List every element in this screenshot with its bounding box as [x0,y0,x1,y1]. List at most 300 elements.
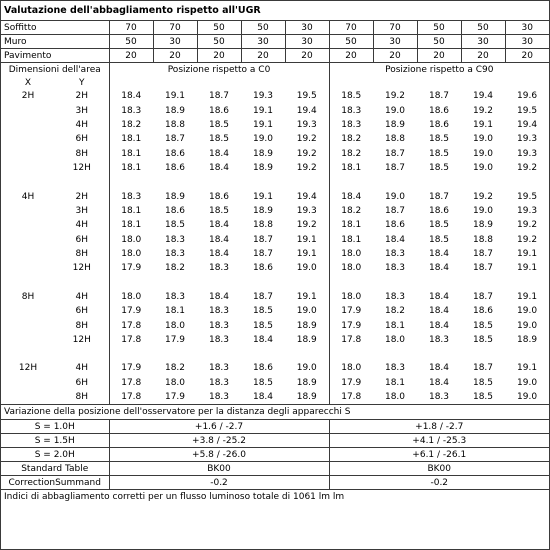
ugr-c90-value: 19.2 [517,220,538,231]
ugr-c0-value: 18.5 [252,306,274,317]
ugr-c90-value: 19.0 [472,163,494,174]
ugr-c90-value: 18.4 [428,363,450,374]
room-y-label: 12H [55,161,109,175]
ugr-c0-value: 17.9 [121,306,142,317]
ugr-c90-value: 18.1 [384,377,406,388]
room-y-label: 3H [55,204,109,218]
ugr-c90-value: 18.2 [384,306,406,317]
variation-row [1,434,549,448]
ugr-c0-value: 18.1 [121,205,142,216]
ugr-c0-value: 18.6 [164,163,186,174]
surface-value: 30 [461,35,505,49]
room-x-label [1,376,55,390]
ugr-c90-value: 18.9 [517,335,538,346]
variation-row [1,420,549,434]
y-axis-label: Y [55,76,109,89]
ugr-c90-value: 18.7 [472,249,494,260]
surface-label: Pavimento [1,49,109,63]
room-x-label [1,161,55,175]
surface-value: 50 [241,21,285,35]
ugr-c0-value: 18.5 [252,320,274,331]
ugr-c90-value: 19.0 [384,105,406,116]
ugr-c0-value: 19.4 [285,103,329,117]
variation-title: Variazione della posizione dell'osservatore per la distanza degli apparecchi S [1,405,549,420]
ugr-c0-value: 19.4 [285,189,329,203]
ugr-c0-value: 18.5 [164,220,186,231]
ugr-c90-value: 17.8 [341,335,362,346]
ugr-c90-value: 19.3 [517,134,538,145]
ugr-c90-value: 19.0 [517,320,538,331]
surface-row [1,49,549,63]
ugr-c90-value: 18.2 [341,134,362,145]
ugr-c90-value: 18.8 [384,134,406,145]
ugr-c0-value: 18.5 [208,205,230,216]
room-y-label: 8H [55,147,109,161]
ugr-c0-value: 19.1 [164,91,186,102]
ugr-c0-value: 19.0 [285,361,329,375]
ugr-c0-value: 19.2 [285,161,329,175]
ugr-c90-value: 18.4 [428,377,450,388]
ugr-c0-value: 18.0 [164,377,186,388]
room-x-label [1,103,55,117]
ugr-c90-value: 18.6 [472,306,494,317]
surface-value: 50 [461,21,505,35]
room-y-label: 4H [55,218,109,232]
ugr-c0-value: 19.3 [285,204,329,218]
ugr-c90-value: 18.3 [384,363,406,374]
ugr-c90-value: 18.3 [384,263,406,274]
ugr-c90-value: 19.0 [472,134,494,145]
ugr-c0-value: 18.6 [252,363,274,374]
ugr-c90-value: 18.9 [472,220,494,231]
ugr-c90-value: 19.5 [517,105,538,116]
room-x-label: 8H [21,291,35,302]
room-y-label: 6H [55,304,109,318]
room-x-label [1,247,55,261]
ugr-c90-value: 18.0 [341,291,362,302]
ugr-c90-value: 18.2 [341,205,362,216]
ugr-c90-value: 18.7 [384,163,406,174]
surface-label: Soffitto [1,21,109,35]
room-x-label [1,132,55,146]
ugr-c90-value: 19.2 [517,163,538,174]
ugr-c90-value: 19.4 [472,91,494,102]
ugr-c0-value: 18.3 [208,263,230,274]
surface-value: 70 [329,21,373,35]
ugr-c0-value: 19.0 [285,304,329,318]
ugr-row [1,247,549,261]
standard-table-row [1,462,549,476]
surface-value: 30 [241,35,285,49]
ugr-c0-value: 18.7 [252,234,274,245]
ugr-c0-value: 18.7 [164,134,186,145]
room-y-label: 2H [55,89,109,103]
surface-value: 70 [109,21,153,35]
variation-label: Standard Table [1,462,109,476]
ugr-row [1,261,549,275]
variation-c0-value: -0.2 [109,476,329,490]
ugr-c0-value: 18.4 [208,148,230,159]
ugr-c0-value: 18.9 [164,191,186,202]
surface-value: 20 [505,49,549,63]
surface-value: 20 [373,49,417,63]
ugr-row [1,189,549,203]
ugr-c0-value: 18.6 [252,263,274,274]
room-y-label: 12H [55,333,109,347]
ugr-c0-value: 17.9 [121,363,142,374]
room-x-label [1,390,55,404]
ugr-c90-value: 19.0 [472,205,494,216]
surface-value: 20 [241,49,285,63]
surface-value: 20 [285,49,329,63]
ugr-row [1,89,549,103]
surface-value: 30 [285,21,329,35]
ugr-c0-value: 18.2 [121,119,142,130]
ugr-row [1,333,549,347]
room-x-label [1,261,55,275]
ugr-c90-value: 18.5 [428,234,450,245]
ugr-c90-value: 19.3 [517,148,538,159]
ugr-c0-value: 18.4 [208,234,230,245]
ugr-c90-value: 19.1 [517,263,538,274]
room-y-label: 4H [55,290,109,304]
ugr-c90-value: 17.8 [341,392,362,403]
room-y-label: 4H [55,118,109,132]
ugr-c90-value: 18.1 [341,220,362,231]
room-y-label: 8H [55,390,109,404]
ugr-c90-value: 19.0 [517,392,538,403]
ugr-c90-value: 18.5 [472,377,494,388]
ugr-c0-value: 18.3 [208,320,230,331]
ugr-c90-value: 18.5 [472,335,494,346]
surface-value: 70 [373,21,417,35]
ugr-c90-value: 19.5 [517,191,538,202]
ugr-c0-value: 19.1 [285,233,329,247]
ugr-c90-value: 17.9 [341,306,362,317]
footnote: Indici di abbagliamento corretti per un flusso luminoso totale di 1061 lm lm [4,492,345,503]
ugr-row [1,161,549,175]
ugr-row [1,204,549,218]
ugr-c90-value: 18.5 [472,392,494,403]
ugr-c90-value: 19.1 [472,119,494,130]
surface-value: 30 [373,35,417,49]
ugr-c90-value: 18.1 [341,163,362,174]
document-title: Valutazione dell'abbagliamento rispetto all'UGR [1,1,549,21]
ugr-c90-value: 18.0 [384,335,406,346]
variation-table [1,404,549,490]
surface-value: 30 [285,35,329,49]
ugr-c90-value: 17.9 [341,377,362,388]
ugr-c90-value: 18.9 [384,119,406,130]
room-x-label [1,333,55,347]
ugr-c0-value: 18.4 [208,163,230,174]
ugr-c90-value: 18.4 [428,263,450,274]
variation-c0-value: +5.8 / -26.0 [109,448,329,462]
variation-c0-value: BK00 [109,462,329,476]
ugr-c90-value: 19.2 [472,105,494,116]
ugr-c90-value: 18.0 [384,392,406,403]
ugr-c90-value: 18.5 [428,148,450,159]
ugr-c0-value: 18.3 [208,306,230,317]
ugr-c90-value: 18.0 [341,363,362,374]
ugr-c0-value: 18.1 [164,306,186,317]
surface-value: 20 [461,49,505,63]
ugr-c0-value: 19.0 [252,134,274,145]
variation-c0-value: +1.6 / -2.7 [109,420,329,434]
ugr-c90-value: 18.3 [428,335,450,346]
ugr-c0-value: 18.4 [208,220,230,231]
ugr-c0-value: 18.4 [252,335,274,346]
room-x-label: 12H [18,363,38,374]
ugr-c0-value: 18.4 [208,291,230,302]
x-axis-label: X [24,77,32,88]
correction-row [1,476,549,490]
surface-value: 50 [417,21,461,35]
room-y-label: 6H [55,376,109,390]
variation-c90-value: BK00 [329,462,549,476]
ugr-c90-value: 18.4 [428,320,450,331]
ugr-row [1,318,549,332]
room-x-label: 4H [21,191,35,202]
ugr-c90-value: 18.5 [428,220,450,231]
ugr-c90-value: 18.5 [428,163,450,174]
surface-value: 20 [329,49,373,63]
ugr-c90-value: 19.2 [472,191,494,202]
ugr-c0-value: 17.9 [121,263,142,274]
ugr-c0-value: 18.6 [164,148,186,159]
surface-value: 30 [505,35,549,49]
ugr-c90-value: 18.1 [341,234,362,245]
variation-row [1,448,549,462]
ugr-c0-value: 18.9 [285,318,329,332]
ugr-c0-value: 19.1 [285,290,329,304]
ugr-c90-value: 18.4 [384,234,406,245]
surface-value: 30 [505,21,549,35]
ugr-c0-value: 18.0 [121,249,142,260]
ugr-c90-value: 18.3 [428,392,450,403]
ugr-c0-value: 19.2 [285,147,329,161]
room-y-label: 4H [55,361,109,375]
surface-value: 50 [417,35,461,49]
ugr-c0-value: 17.8 [121,335,142,346]
ugr-c0-value: 17.9 [164,392,186,403]
surface-value: 50 [329,35,373,49]
ugr-c0-value: 18.9 [285,376,329,390]
ugr-c0-value: 17.9 [164,335,186,346]
ugr-c0-value: 18.9 [164,105,186,116]
variation-label: S = 2.0H [1,448,109,462]
variation-c90-value: +1.8 / -2.7 [329,420,549,434]
ugr-c90-value: 18.3 [384,291,406,302]
ugr-c0-value: 18.5 [208,119,230,130]
ugr-c0-value: 18.1 [121,220,142,231]
ugr-c90-value: 18.7 [428,91,450,102]
ugr-c90-value: 19.0 [384,191,406,202]
ugr-c0-value: 18.3 [164,291,186,302]
ugr-values-table [1,63,549,404]
ugr-c0-value: 18.0 [121,234,142,245]
surface-row [1,35,549,49]
group-spacer [1,347,549,361]
ugr-c90-value: 19.2 [384,91,406,102]
ugr-c0-value: 18.6 [164,205,186,216]
ugr-c0-value: 19.1 [252,191,274,202]
surface-value: 20 [417,49,461,63]
ugr-c90-value: 17.9 [341,320,362,331]
ugr-c0-value: 18.3 [208,363,230,374]
surface-value: 20 [153,49,197,63]
ugr-c90-value: 18.7 [428,191,450,202]
surface-value: 50 [197,21,241,35]
ugr-c0-value: 17.8 [121,320,142,331]
ugr-c90-value: 18.3 [341,119,362,130]
ugr-row [1,390,549,404]
ugr-c0-value: 18.5 [208,134,230,145]
ugr-c90-value: 18.5 [341,91,362,102]
ugr-c0-value: 18.3 [208,335,230,346]
ugr-c90-value: 19.1 [517,249,538,260]
ugr-c0-value: 18.0 [121,291,142,302]
room-y-label: 8H [55,318,109,332]
ugr-c0-value: 18.2 [164,363,186,374]
ugr-c90-value: 18.4 [428,306,450,317]
group-spacer [1,175,549,189]
ugr-c0-value: 18.2 [164,263,186,274]
ugr-c90-value: 19.6 [517,91,538,102]
ugr-c90-value: 18.7 [384,205,406,216]
room-x-label: 2H [21,91,35,102]
ugr-c90-value: 19.1 [517,291,538,302]
ugr-c0-value: 18.7 [252,291,274,302]
surface-value: 70 [153,21,197,35]
variation-label: S = 1.5H [1,434,109,448]
ugr-c90-value: 19.4 [517,119,538,130]
ugr-c0-value: 19.3 [252,91,274,102]
ugr-c0-value: 18.9 [252,163,274,174]
surface-value: 50 [109,35,153,49]
ugr-c0-value: 18.9 [285,333,329,347]
ugr-c90-value: 19.0 [472,148,494,159]
ugr-c0-value: 18.8 [252,220,274,231]
ugr-c90-value: 18.5 [428,134,450,145]
ugr-c90-value: 18.7 [472,363,494,374]
ugr-c0-value: 18.3 [121,191,142,202]
surface-value: 20 [109,49,153,63]
ugr-c0-value: 18.8 [164,119,186,130]
ugr-c0-value: 18.7 [252,249,274,260]
ugr-row [1,147,549,161]
room-x-label [1,318,55,332]
surface-row [1,21,549,35]
ugr-c90-value: 18.4 [428,291,450,302]
ugr-c0-value: 18.6 [208,105,230,116]
ugr-row [1,376,549,390]
ugr-row [1,132,549,146]
variation-c90-value: -0.2 [329,476,549,490]
ugr-c90-value: 18.7 [472,291,494,302]
room-y-label: 12H [55,261,109,275]
ugr-c0-value: 19.1 [252,105,274,116]
ugr-c90-value: 18.0 [341,249,362,260]
ugr-c0-value: 18.0 [164,320,186,331]
ugr-c90-value: 18.0 [341,263,362,274]
ugr-c0-value: 18.9 [252,205,274,216]
ugr-c0-value: 18.3 [164,249,186,260]
room-y-label: 6H [55,233,109,247]
ugr-row [1,218,549,232]
room-dimensions-label: Dimensioni dell'area [1,63,109,76]
ugr-c90-value: 19.0 [517,306,538,317]
room-y-label: 2H [55,189,109,203]
ugr-c90-value: 18.8 [472,234,494,245]
ugr-row [1,118,549,132]
variation-c90-value: +4.1 / -25.3 [329,434,549,448]
c90-position-label: Posizione rispetto a C90 [385,64,494,75]
room-x-label [1,118,55,132]
ugr-c0-value: 18.9 [285,390,329,404]
room-x-label [1,233,55,247]
ugr-c0-value: 19.1 [285,247,329,261]
ugr-c0-value: 18.6 [208,191,230,202]
ugr-c0-value: 19.5 [285,89,329,103]
ugr-c0-value: 18.3 [121,105,142,116]
variation-label: CorrectionSummand [1,476,109,490]
ugr-c90-value: 18.6 [428,119,450,130]
ugr-c0-value: 19.1 [252,119,274,130]
room-y-label: 8H [55,247,109,261]
ugr-c90-value: 18.7 [384,148,406,159]
ugr-row [1,290,549,304]
ugr-row [1,103,549,117]
ugr-c0-value: 19.2 [285,218,329,232]
ugr-c90-value: 18.7 [472,263,494,274]
ugr-c0-value: 18.3 [164,234,186,245]
ugr-c90-value: 18.6 [384,220,406,231]
ugr-c90-value: 19.3 [517,205,538,216]
ugr-c0-value: 17.8 [121,377,142,388]
surface-value: 50 [197,35,241,49]
ugr-c0-value: 18.1 [121,148,142,159]
group-spacer [1,276,549,290]
ugr-c90-value: 19.2 [517,234,538,245]
ugr-c0-value: 17.8 [121,392,142,403]
ugr-c90-value: 18.5 [472,320,494,331]
ugr-c0-value: 18.5 [252,377,274,388]
ugr-c0-value: 18.3 [208,392,230,403]
ugr-c0-value: 18.7 [208,91,230,102]
ugr-c0-value: 18.9 [252,148,274,159]
ugr-c90-value: 18.2 [341,148,362,159]
ugr-row [1,304,549,318]
ugr-c90-value: 18.6 [428,105,450,116]
room-x-label [1,204,55,218]
surface-value: 30 [153,35,197,49]
ugr-c90-value: 18.6 [428,205,450,216]
ugr-c0-value: 18.4 [252,392,274,403]
ugr-c90-value: 18.3 [384,249,406,260]
ugr-c0-value: 18.1 [121,134,142,145]
room-x-label [1,304,55,318]
ugr-c0-value: 19.0 [285,261,329,275]
surface-label: Muro [1,35,109,49]
ugr-c90-value: 18.4 [341,191,362,202]
ugr-c90-value: 18.4 [428,249,450,260]
ugr-c90-value: 19.0 [517,377,538,388]
variation-c90-value: +6.1 / -26.1 [329,448,549,462]
room-x-label [1,218,55,232]
ugr-c0-value: 18.1 [121,163,142,174]
ugr-c90-value: 18.3 [341,105,362,116]
